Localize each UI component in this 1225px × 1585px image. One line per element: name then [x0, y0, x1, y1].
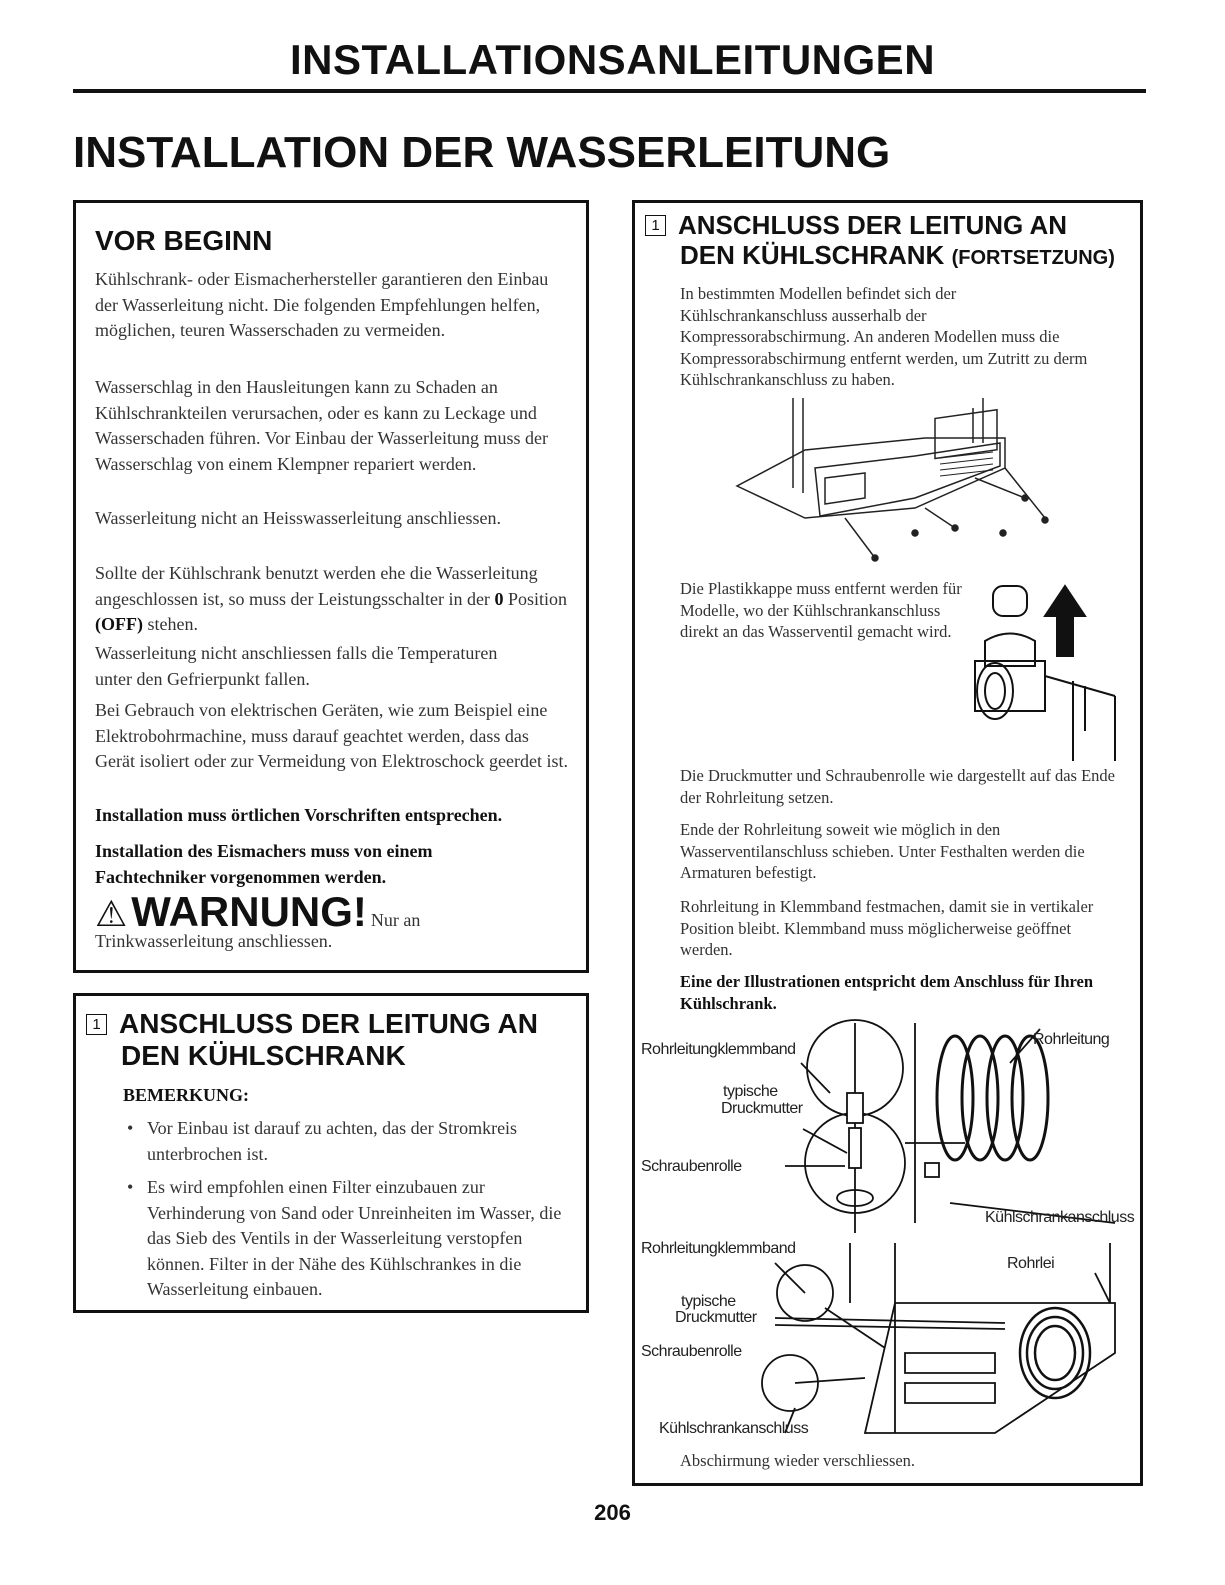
paragraph-intro: Kühlschrank- oder Eismacherhersteller garantieren den Einbau der Wasserleitung nicht. Die folgenden Empfehlungen helfen, möglichen, teuren Wasserschaden zu vermeiden.	[95, 269, 549, 340]
warning-text-a: Nur an	[370, 910, 421, 930]
label-clamp-1: Rohrleitungklemmband	[641, 1041, 796, 1058]
label-sleeve-1: Schraubenrolle	[641, 1158, 742, 1175]
warning-word: WARNUNG!	[131, 888, 367, 935]
note-list	[123, 1116, 563, 1311]
note-label: BEMERKUNG:	[123, 1085, 249, 1105]
anschluss-heading-line2: DEN KÜHLSCHRANK	[121, 1040, 406, 1071]
section-header: INSTALLATIONSANLEITUNGEN	[289, 36, 936, 83]
label-sleeve-2: Schraubenrolle	[641, 1343, 742, 1360]
clamp-paragraph: Rohrleitung in Klemmband festmachen, damit sie in vertikaler Position bleibt. Klemmband muss möglicherweise geöffnet werden.	[680, 897, 1094, 959]
note-item: • Es wird empfohlen einen Filter einzubauen zur Verhinderung von Sand oder Unreinheiten im Wasser, die das Sieb des Ventils in der Wasserleitung verstopfen können. Filter in der Nähe des Kühlschrankes in die Wasserleitung einbauen.	[123, 1175, 563, 1303]
note-technician: Installation des Eismachers muss von einem Fachtechniker vorgenommen werden.	[95, 841, 433, 887]
label-tube-2: Rohrlei	[1007, 1255, 1055, 1272]
paragraph-water-hammer: Wasserschlag in den Hausleitungen kann zu Schaden an Kühlschrankteilen verursachen, oder es kann zu Leckage und Wasserschaden führen. Vor Einbau der Wasserleitung muss der Wasserschlag von einem Klempner repariert werden.	[95, 377, 548, 474]
vor-beginn-box	[73, 200, 589, 973]
warning-icon: ⚠	[95, 893, 128, 934]
plastic-cap-illustration	[965, 581, 1125, 761]
label-nut-1a: typische	[723, 1083, 778, 1100]
anschluss-box	[73, 993, 589, 1313]
continued-heading: 1 ANSCHLUSS DER LEITUNG AN	[645, 209, 1067, 241]
paragraph-hot-water: Wasserleitung nicht an Heisswasserleitung anschliessen.	[95, 508, 501, 528]
paragraph-frost: Wasserleitung nicht anschliessen falls die Temperaturen unter den Gefrierpunkt fallen.	[95, 643, 498, 689]
intro-paragraph: In bestimmten Modellen befindet sich der Kühlschrankanschluss ausserhalb der Kompressorabschirmung. An anderen Modellen muss die Kompressorabschirmung entfernt werden, um Zutritt zu derm Kühlschrankanschluss zu haben.	[680, 284, 1088, 389]
label-nut-1b: Druckmutter	[721, 1100, 803, 1117]
label-nut-2b: Druckmutter	[675, 1309, 757, 1326]
tube-paragraph: Ende der Rohrleitung soweit wie möglich in den Wasserventilanschluss schieben. Unter Festhalten werden die Armaturen befestigt.	[680, 820, 1085, 882]
continued-heading-line2: DEN KÜHLSCHRANK (FORTSETZUNG)	[680, 240, 1115, 270]
paragraph-electric: Bei Gebrauch von elektrischen Geräten, wie zum Beispiel eine Elektrobohrmachine, muss darauf geachtet werden, dass das Gerät isoliert oder zur Vermeidung von Elektroschock geerdet ist.	[95, 700, 569, 771]
note-regulations: Installation muss örtlichen Vorschriften entsprechen.	[95, 805, 503, 825]
compressor-shield-illustration	[725, 398, 1055, 578]
cap-paragraph: Die Plastikkappe muss entfernt werden für Modelle, wo der Kühlschrankanschluss direkt an das Wasserventil gemacht wird.	[680, 579, 962, 641]
step-number-1: 1	[86, 1014, 107, 1035]
paragraph-switch: Sollte der Kühlschrank benutzt werden ehe die Wasserleitung angeschlossen ist, so muss der Leistungsschalter in der 0 Position (OFF) stehen.	[95, 563, 567, 634]
page-title: INSTALLATION DER WASSERLEITUNG	[73, 128, 891, 177]
connection-diagram-2	[765, 1243, 1130, 1443]
vor-beginn-heading: VOR BEGINN	[95, 225, 273, 256]
closing-paragraph: Abschirmung wieder verschliessen.	[680, 1451, 916, 1470]
page-number: 206	[594, 1500, 631, 1525]
note-item: • Vor Einbau ist darauf zu achten, das der Stromkreis unterbrochen ist.	[123, 1116, 563, 1167]
warning-text-b: Trinkwasserleitung anschliessen.	[95, 931, 333, 951]
header-rule	[73, 89, 1146, 93]
label-tube-1: Rohrleitung	[1033, 1031, 1110, 1048]
anschluss-heading: 1 ANSCHLUSS DER LEITUNG AN	[86, 1008, 538, 1040]
illustration-note: Eine der Illustrationen entspricht dem Anschluss für Ihren Kühlschrank.	[680, 972, 1094, 1013]
label-connection-2: Kühlschrankanschluss	[659, 1420, 809, 1437]
step-number-1: 1	[645, 215, 666, 236]
connection-diagram-1	[785, 1023, 1140, 1233]
label-clamp-2: Rohrleitungklemmband	[641, 1240, 796, 1257]
label-connection-1: Kühlschrankanschluss	[985, 1209, 1135, 1226]
label-nut-2a: typische	[681, 1293, 736, 1310]
nut-paragraph: Die Druckmutter und Schraubenrolle wie dargestellt auf das Ende der Rohrleitung setzen.	[680, 766, 1115, 807]
anschluss-continued-box	[632, 200, 1143, 1486]
